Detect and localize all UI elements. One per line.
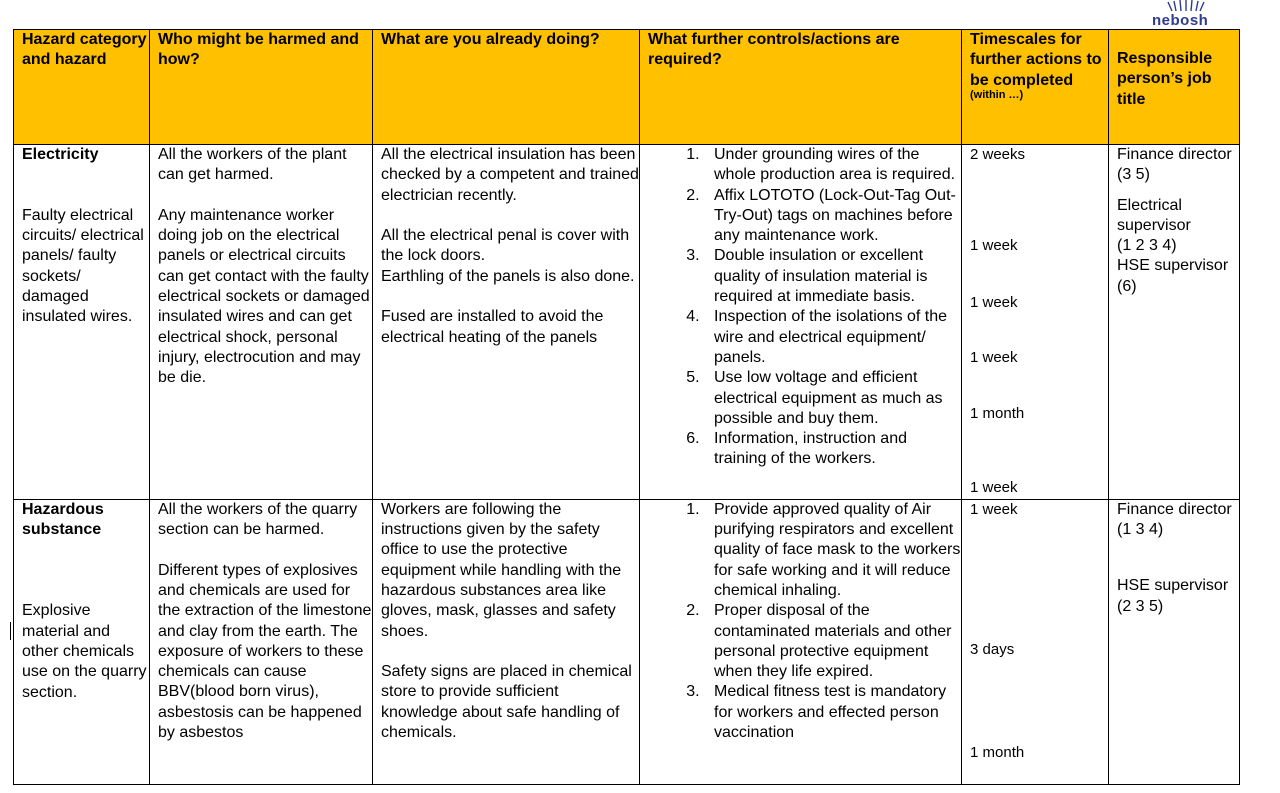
list-item: 5. Use low voltage and efficient electrical equipment as much as possible and buy them.	[704, 368, 961, 429]
nebosh-logo	[1150, 0, 1222, 30]
list-item: 2. Proper disposal of the contaminated materials and other personal protective equipment when they life expired.	[704, 601, 961, 682]
responsible-items: (1 2 3 4)	[1117, 237, 1177, 255]
cell-timescales	[962, 145, 1109, 500]
responsible-title: Electrical supervisor	[1117, 196, 1191, 234]
logo-rays-icon	[1162, 0, 1210, 12]
doing-text-1: Workers are following the instructions given by the safety office to use the protective equipment while handling with the hazardous substances area like gloves, mask, glasses and safety shoes.	[381, 500, 622, 640]
timescale-value: 1 month	[970, 744, 1025, 762]
timescale-value: 1 week	[970, 293, 1018, 311]
category-title: Hazardous substance	[22, 500, 104, 539]
header-responsible: Responsible person’s job title	[1109, 30, 1240, 145]
cell-doing	[373, 145, 640, 500]
risk-assessment-table	[13, 29, 1240, 785]
controls-list	[648, 145, 961, 470]
doing-text-2: Safety signs are placed in chemical store to provide sufficient knowledge about safe handling of chemicals.	[381, 663, 632, 742]
list-item: 3. Double insulation or excellent quality of insulation material is required at immediate basis.	[704, 246, 961, 307]
who-text-1: All the workers of the plant can get harmed.	[158, 146, 347, 184]
list-item: 6. Information, instruction and training of the workers.	[704, 429, 961, 470]
cell-who	[150, 499, 373, 784]
table-row	[14, 499, 1240, 784]
header-who: Who might be harmed and how?	[150, 30, 373, 145]
responsible-title: HSE supervisor	[1117, 577, 1229, 595]
logo-text: nebosh	[1152, 12, 1209, 29]
controls-list	[648, 500, 961, 744]
responsible-items: (1 3 4)	[1117, 521, 1164, 539]
list-item: 3. Medical fitness test is mandatory for workers and effected person vaccination	[704, 682, 961, 743]
responsible-items: (2 3 5)	[1117, 597, 1164, 615]
timescale-value: 1 week	[970, 237, 1018, 255]
list-item: 2. Affix LOTOTO (Lock-Out-Tag Out-Try-Out) tags on machines before any maintenance work.	[704, 186, 961, 247]
cell-responsible	[1109, 499, 1240, 784]
header-timescales-note: (within …)	[970, 88, 1024, 101]
category-title: Electricity	[22, 146, 99, 163]
timescale-value: 2 weeks	[970, 146, 1026, 163]
cell-category	[14, 499, 150, 784]
timescale-value: 1 week	[970, 500, 1018, 518]
cell-responsible	[1109, 145, 1240, 500]
text-cursor	[10, 622, 11, 640]
doing-text-4: Fused are installed to avoid the electrical heating of the panels	[381, 308, 604, 346]
doing-text-3: Earthling of the panels is also done.	[381, 267, 635, 285]
responsible-title: Finance director	[1117, 500, 1232, 518]
cell-timescales	[962, 499, 1109, 784]
who-text-2: Any maintenance worker doing job on the electrical panels or electrical circuits can get contact with the faulty electrical sockets or damaged insulated wires and can get electrical shock, personal injury, electrocution and may be die.	[158, 206, 370, 387]
header-category: Hazard category and hazard	[14, 30, 150, 145]
header-row	[14, 30, 1240, 145]
cell-controls	[640, 499, 962, 784]
cell-category	[14, 145, 150, 500]
timescale-value: 3 days	[970, 641, 1015, 659]
who-text-2: Different types of explosives and chemicals are used for the extraction of the limestone and clay from the earth. The exposure of workers to these chemicals can cause BBV(blood born virus), asbestosis can be happened by asbestos	[158, 561, 372, 742]
timescale-value: 1 week	[970, 348, 1018, 366]
responsible-items: (3 5)	[1117, 166, 1150, 184]
header-doing: What are you already doing?	[373, 30, 640, 145]
responsible-items: (6)	[1117, 277, 1137, 295]
cell-controls	[640, 145, 962, 500]
responsible-title: HSE supervisor	[1117, 257, 1229, 275]
responsible-title: Finance director	[1117, 146, 1232, 163]
who-text-1: All the workers of the quarry section can be harmed.	[158, 500, 358, 539]
hazard-text: Faulty electrical circuits/ electrical panels/ faulty sockets/ damaged insulated wires.	[22, 206, 144, 326]
header-further: What further controls/actions are required?	[640, 30, 962, 145]
table-row	[14, 145, 1240, 500]
cell-doing	[373, 499, 640, 784]
list-item: 1. Under grounding wires of the whole production area is required.	[704, 145, 961, 186]
doing-text-1: All the electrical insulation has been checked by a competent and trained electrician recently.	[381, 146, 639, 204]
header-timescales: Timescales for further actions to be completed (within …)	[962, 30, 1109, 145]
hazard-text: Explosive material and other chemicals use on the quarry section.	[22, 602, 147, 701]
list-item: 4. Inspection of the isolations of the wire and electrical equipment/ panels.	[704, 307, 961, 368]
cell-who	[150, 145, 373, 500]
list-item: 1. Provide approved quality of Air purifying respirators and excellent quality of face mask to the workers for safe working and it will reduce chemical inhaling.	[704, 500, 961, 601]
timescale-value: 1 week	[970, 479, 1018, 497]
timescale-value: 1 month	[970, 405, 1025, 423]
doing-text-2: All the electrical penal is cover with the lock doors.	[381, 227, 630, 265]
